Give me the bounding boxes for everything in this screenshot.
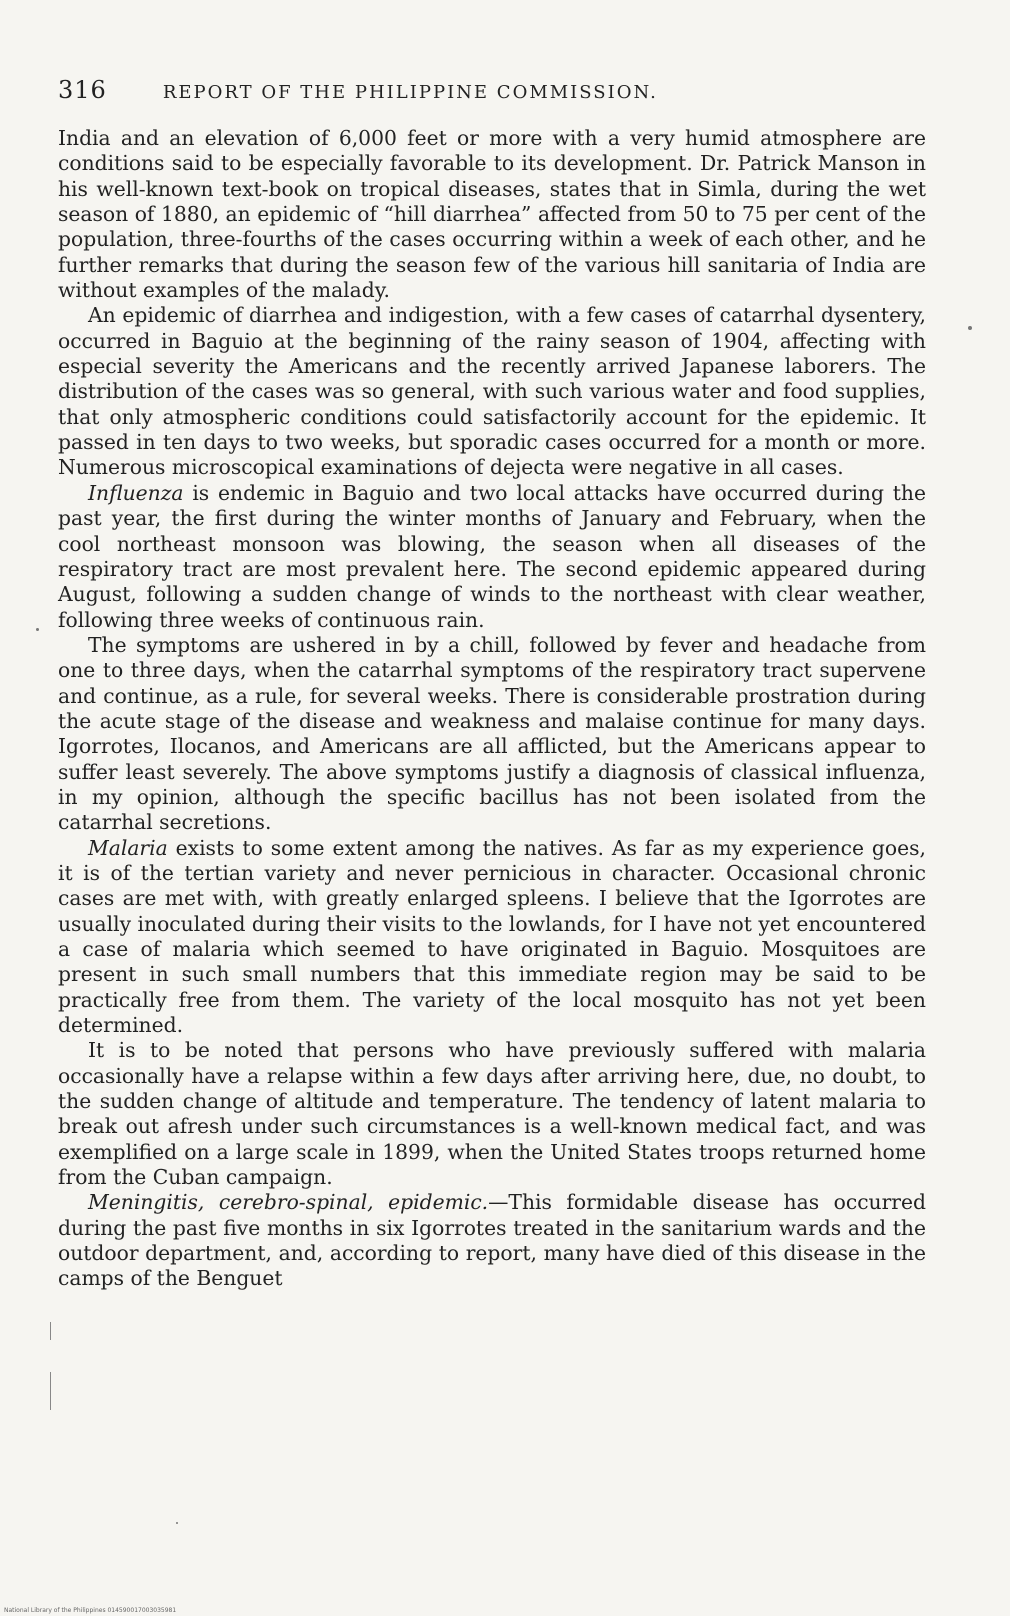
paragraph-lead: Influenza bbox=[88, 480, 184, 505]
scan-speck bbox=[176, 1522, 178, 1524]
scan-speck bbox=[36, 628, 39, 631]
paragraph-text: India and an elevation of 6,000 feet or more with a very humid atmosphere are conditions said to be especially favorable to its development. Dr. Patrick Manson in his well-known text-book on tropical diseases, states that in Simla, during the wet season of 1880, an epidemic of “hill diarrhea” affected from 50 to 75 per cent of the population, three-fourths of the cases occurring within a week of each other, and he further remarks that during the season few of the various hill sanitaria of India are without examples of the malady. bbox=[58, 126, 926, 303]
paragraph-diarrhea-epidemic bbox=[58, 303, 926, 480]
paragraph-continued bbox=[58, 126, 926, 303]
paragraph-lead: Meningitis, cerebro-spinal, epidemic. bbox=[88, 1190, 489, 1215]
running-head: REPORT OF THE PHILIPPINE COMMISSION. bbox=[162, 82, 658, 103]
paragraph-text: is endemic in Baguio and two local attacks have occurred during the past year, the first during the winter months of January and February, when the cool northeast monsoon was blowing, the season when all diseases of the respiratory tract are most prevalent here. The second epidemic appeared during August, following a sudden change of winds to the northeast with clear weather, following three weeks of continuous rain. bbox=[58, 480, 926, 632]
body-text bbox=[58, 126, 926, 1292]
paragraph-relapse bbox=[58, 1038, 926, 1190]
paragraph-influenza bbox=[58, 481, 926, 633]
paragraph-lead: Malaria bbox=[88, 835, 168, 860]
paragraph-text: An epidemic of diarrhea and indigestion, with a few cases of catarrhal dysentery, occurred in Baguio at the beginning of the rainy season of 1904, affecting with especial severity the Americans and the recently arrived Japanese laborers. The distribution of the cases was so general, with such various water and food supplies, that only atmospheric conditions could satisfactorily account for the epidemic. It passed in ten days to two weeks, but sporadic cases occurred for a month or more. Numerous microscopical examinations of dejecta were negative in all cases. bbox=[58, 303, 926, 480]
margin-mark bbox=[50, 1372, 51, 1410]
paragraph-text: It is to be noted that persons who have previously suffered with malaria occasionally have a relapse within a few days after arriving here, due, no doubt, to the sudden change of altitude and temperature. The tendency of latent malaria to break out afresh under such circumstances is a well-known medical fact, and was exemplified on a large scale in 1899, when the United States troops returned home from the Cuban campaign. bbox=[58, 1038, 926, 1190]
paragraph-malaria bbox=[58, 836, 926, 1039]
page-header bbox=[58, 76, 930, 110]
scan-speck bbox=[968, 326, 972, 330]
paragraph-text: exists to some extent among the natives. As far as my experience goes, it is of the tertian variety and never pernicious in character. Occasional chronic cases are met with, with greatly enlarged spleens. I believe that the Igorrotes are usually inoculated during their visits to the lowlands, for I have not yet encountered a case of malaria which seemed to have originated in Baguio. Mosquitoes are present in such small numbers that this immediate region may be said to be practically free from them. The variety of the local mosquito has not yet been determined. bbox=[58, 835, 926, 1038]
paragraph-meningitis bbox=[58, 1190, 926, 1291]
page-number: 316 bbox=[58, 76, 107, 104]
paragraph-symptoms bbox=[58, 633, 926, 836]
paragraph-text: —This formidable disease has occurred during the past five months in six Igorrotes treated in the sanitarium wards and the outdoor department, and, according to report, many have died of this disease in the camps of the Benguet bbox=[58, 1190, 926, 1291]
paragraph-text: The symptoms are ushered in by a chill, followed by fever and headache from one to three days, when the catarrhal symptoms of the respiratory tract supervene and continue, as a rule, for several weeks. There is considerable prostration during the acute stage of the disease and weakness and malaise continue for many days. Igorrotes, Ilocanos, and Americans are all afflicted, but the Americans appear to suffer least severely. The above symptoms justify a diagnosis of classical influenza, in my opinion, although the specific bacillus has not been isolated from the catarrhal secretions. bbox=[58, 632, 926, 835]
scan-imprint: National Library of the Philippines 014590017003035981 bbox=[4, 1607, 177, 1614]
margin-mark bbox=[50, 1322, 51, 1340]
